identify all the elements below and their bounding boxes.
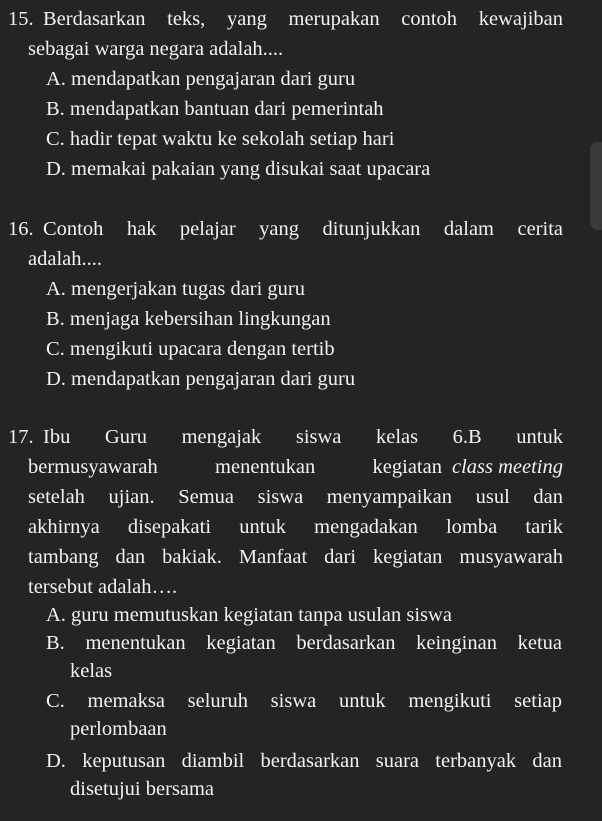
question-number: 16. <box>8 218 34 240</box>
option-b: B. menentukan kegiatan berdasarkan keinginan ketua <box>46 632 562 654</box>
question-stem-cont: sebagai warga negara adalah.... <box>28 38 284 60</box>
question-stem-line-5: tambang dan bakiak. Manfaat dari kegiatan musyawarah <box>28 546 563 568</box>
option-c: C. mengikuti upacara dengan tertib <box>46 338 335 360</box>
question-stem-line-4: akhirnya disepakati untuk mengadakan lomba tarik <box>28 516 563 538</box>
option-b-cont: kelas <box>70 660 113 682</box>
question-stem: Contoh hak pelajar yang ditunjukkan dalam cerita <box>43 218 563 240</box>
option-c: C. memaksa seluruh siswa untuk mengikuti setiap <box>46 690 562 712</box>
stem-text: bermusyawarah menentukan kegiatan <box>28 456 442 478</box>
question-stem: Berdasarkan teks, yang merupakan contoh kewajiban <box>43 8 563 30</box>
scroll-handle[interactable] <box>590 142 602 230</box>
option-b: B. mendapatkan bantuan dari pemerintah <box>46 98 384 120</box>
option-d-cont: disetujui bersama <box>70 778 215 800</box>
question-stem-line-2 <box>28 452 563 482</box>
question-stem-line-3: setelah ujian. Semua siswa menyampaikan usul dan <box>28 486 563 508</box>
question-stem-line-6: tersebut adalah…. <box>28 576 178 598</box>
question-stem-cont: adalah.... <box>28 248 102 270</box>
option-a: A. mendapatkan pengajaran dari guru <box>46 68 356 90</box>
question-stem: Ibu Guru mengajak siswa kelas 6.B untuk <box>43 426 563 448</box>
option-a: A. mengerjakan tugas dari guru <box>46 278 306 300</box>
stem-italic-term: class meeting <box>451 456 563 478</box>
option-a: A. guru memutuskan kegiatan tanpa usulan siswa <box>46 604 452 626</box>
option-d: D. keputusan diambil berdasarkan suara terbanyak dan <box>46 750 562 772</box>
option-c: C. hadir tepat waktu ke sekolah setiap hari <box>46 128 395 150</box>
question-number: 17. <box>8 426 34 448</box>
option-c-cont: perlombaan <box>70 718 167 740</box>
option-b: B. menjaga kebersihan lingkungan <box>46 308 331 330</box>
option-d: D. memakai pakaian yang disukai saat upacara <box>46 158 431 180</box>
question-number: 15. <box>8 8 34 30</box>
option-d: D. mendapatkan pengajaran dari guru <box>46 368 356 390</box>
